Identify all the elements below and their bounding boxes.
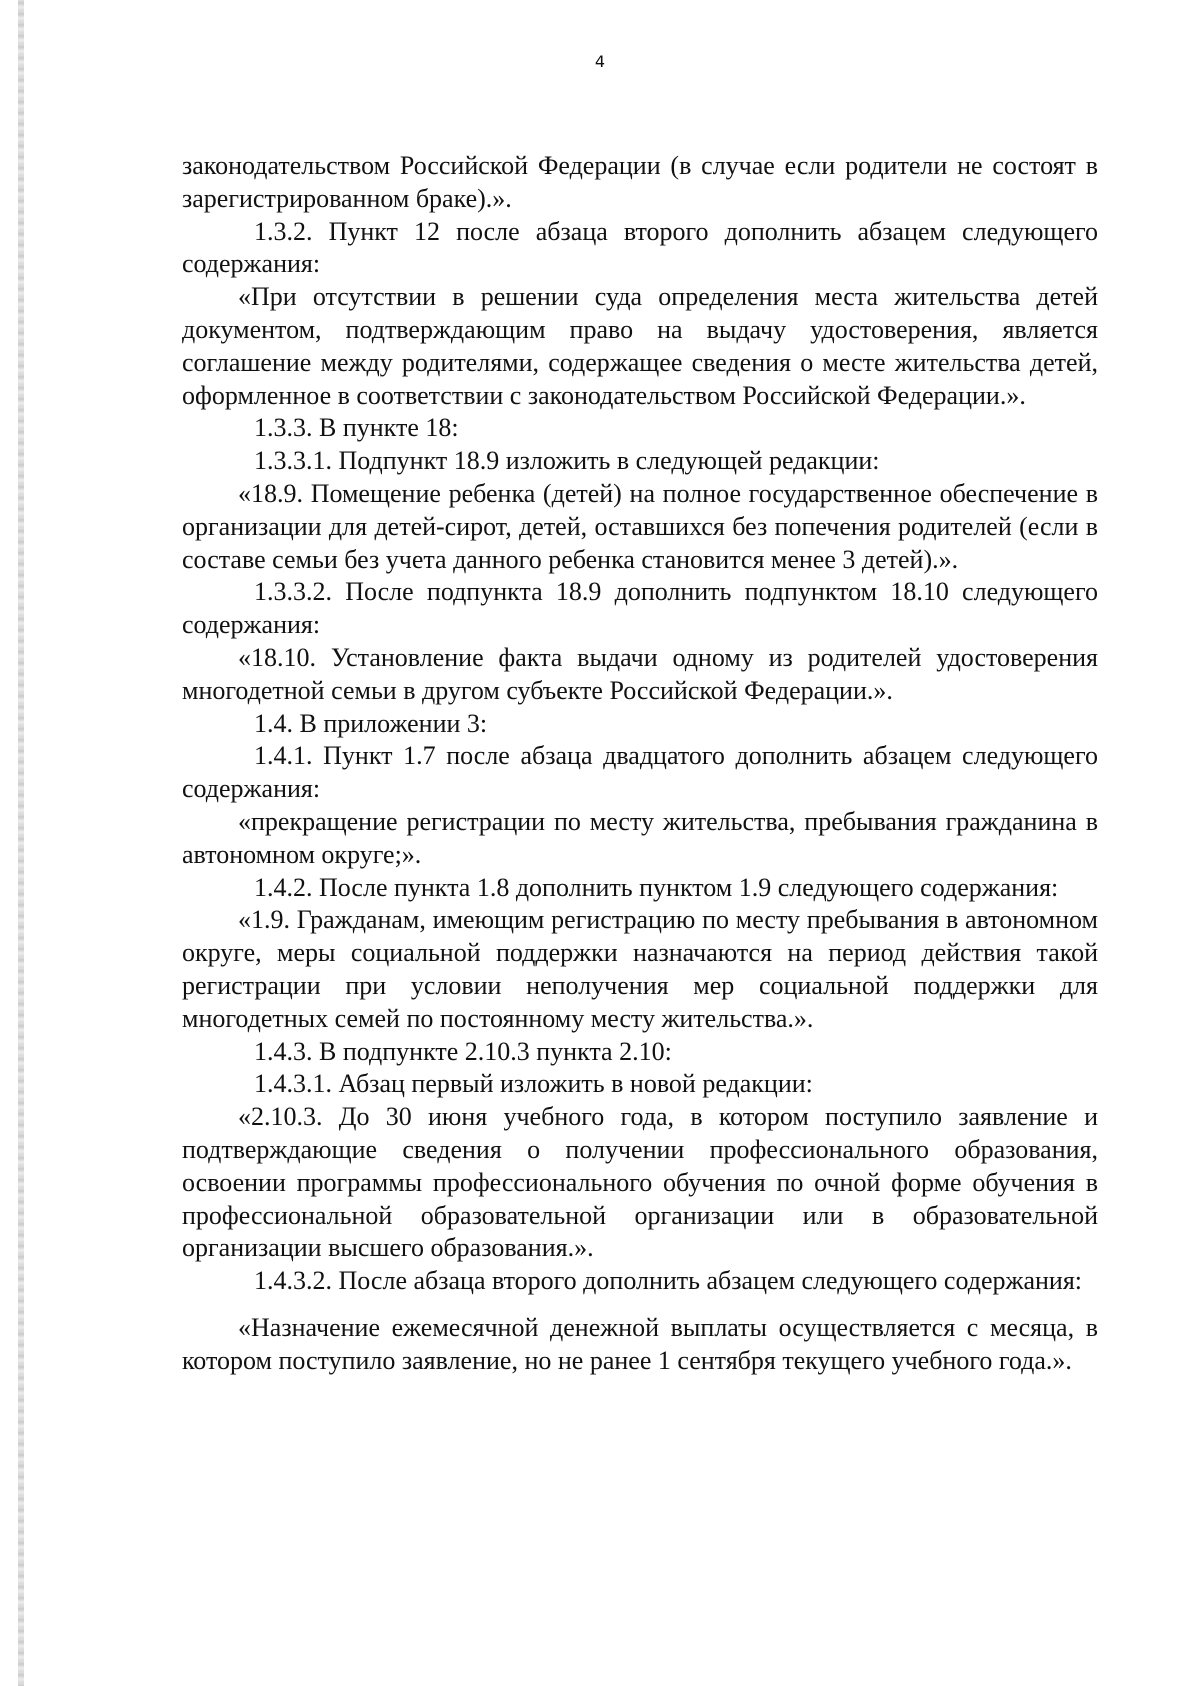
paragraph-1-4: 1.4. В приложении 3: [254,708,488,738]
paragraph-1-4-3: 1.4.3. В подпункте 2.10.3 пункта 2.10: [254,1036,672,1066]
paragraph-continuation: законодательством Российской Федерации (в случае если родители не состоят в зарегистрированном браке).». [182,151,1098,213]
paragraph-1-4-1: 1.4.1. Пункт 1.7 после абзаца двадцатого дополнить абзацем следующего содержания: [182,741,1098,804]
page-number: 4 [594,52,606,71]
paragraph-1-3-3-2: 1.3.3.2. После подпункта 18.9 дополнить подпунктом 18.10 следующего содержания: [182,577,1098,640]
document-body [182,150,1098,1377]
paragraph-quote-1-9: «1.9. Гражданам, имеющим регистрацию по месту пребывания в автономном округе, меры социальной поддержки назначаются на период действия такой регистрации при условии неполучения мер социальной поддержки для многодетных семей по постоянному месту жительства.». [182,905,1098,1033]
paragraph-quote-2-10-3: «2.10.3. До 30 июня учебного года, в котором поступило заявление и подтверждающие сведения о получении профессионального образования, освоении программы профессионального обучения по очной форме обучения в профессиональной образовательной организации или в образовательной организации высшего образования.». [182,1102,1098,1263]
scan-edge-shadow [18,0,24,1686]
paragraph-quote-18-9: «18.9. Помещение ребенка (детей) на полное государственное обеспечение в организации для детей-сирот, детей, оставшихся без попечения родителей (если в составе семьи без учета данного ребенка становится менее 3 детей).». [182,478,1098,574]
paragraph-1-3-3: 1.3.3. В пункте 18: [254,413,459,443]
paragraph-1-4-3-2: 1.4.3.2. После абзаца второго дополнить абзацем следующего содержания: [254,1266,1083,1296]
paragraph-1-3-3-1: 1.3.3.1. Подпункт 18.9 изложить в следующей редакции: [254,446,880,476]
paragraph-1-4-2: 1.4.2. После пункта 1.8 дополнить пунктом 1.9 следующего содержания: [254,872,1059,902]
paragraph-quote-1-4-1: «прекращение регистрации по месту жительства, пребывания гражданина в автономном округе;». [182,806,1098,869]
paragraph-quote-1-3-2: «При отсутствии в решении суда определения места жительства детей документом, подтверждающим право на выдачу удостоверения, является соглашение между родителями, содержащее сведения о месте жительства детей, оформленное в соответствии с законодательством Российской Федерации.». [182,282,1098,410]
paragraph-quote-monthly-payment: «Назначение ежемесячной денежной выплаты осуществляется с месяца, в котором поступило заявление, но не ранее 1 сентября текущего учебного года.». [182,1312,1098,1375]
paragraph-1-4-3-1: 1.4.3.1. Абзац первый изложить в новой редакции: [254,1069,813,1099]
paragraph-quote-18-10: «18.10. Установление факта выдачи одному из родителей удостоверения многодетной семьи в другом субъекте Российской Федерации.». [182,642,1098,705]
paragraph-1-3-2: 1.3.2. Пункт 12 после абзаца второго дополнить абзацем следующего содержания: [182,216,1098,279]
